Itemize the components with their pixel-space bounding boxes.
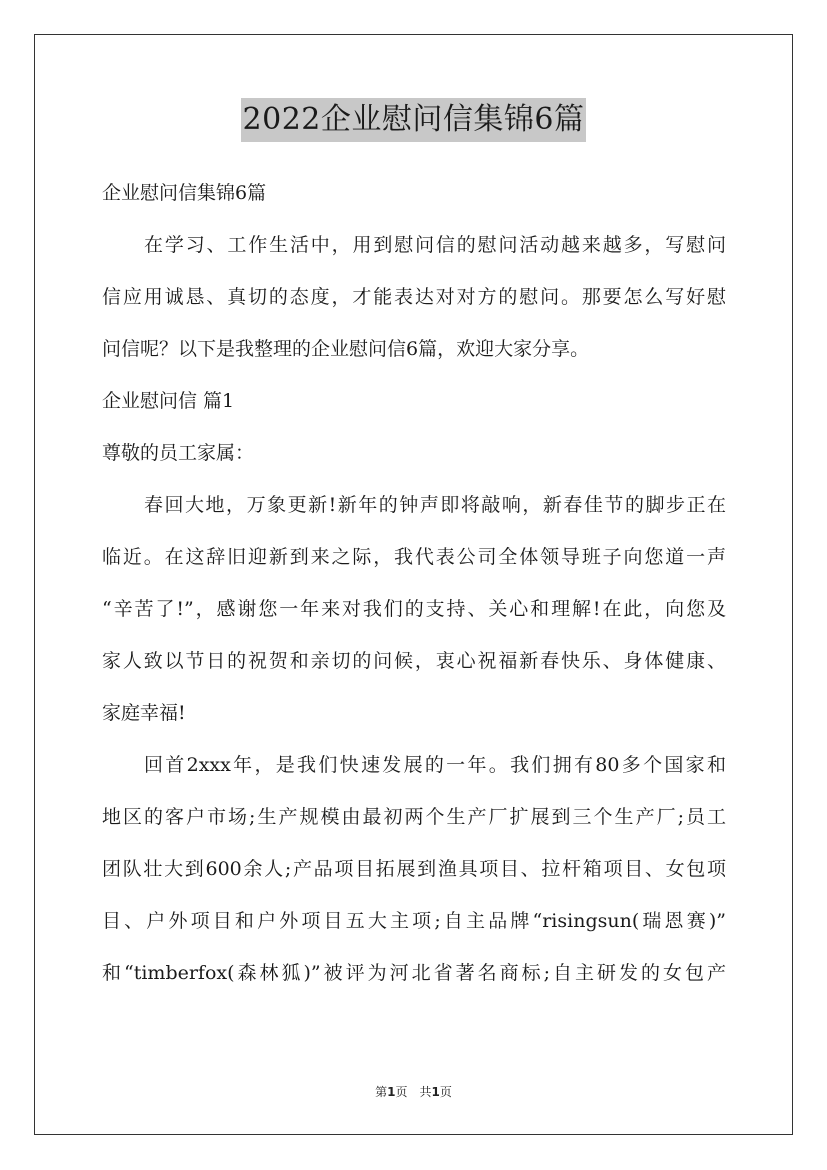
text-line: “辛苦了!”，感谢您一年来对我们的支持、关心和理解!在此，向您及 [102,598,726,620]
text-line: 家人致以节日的祝贺和亲切的问候，衷心祝福新春快乐、身体健康、 [102,650,726,672]
footer-mid: 页 共 [395,1085,432,1099]
text-line: 目、户外项目和户外项目五大主项;自主品牌“risingsun(瑞恩赛)” [102,910,726,932]
text-line: 信应用诚恳、真切的态度，才能表达对对方的慰问。那要怎么写好慰 [102,286,726,308]
text-line: 临近。在这辞旧迎新到来之际，我代表公司全体领导班子向您道一声 [102,546,726,568]
title-wrap [0,98,827,142]
text-line: 团队壮大到600余人;产品项目拓展到渔具项目、拉杆箱项目、女包项 [102,858,726,880]
footer-prefix: 第 [375,1085,388,1099]
page-footer [0,1083,827,1100]
text-line: 企业慰问信集锦6篇 [102,182,267,204]
text-line: 春回大地，万象更新!新年的钟声即将敲响，新春佳节的脚步正在 [144,494,726,516]
footer-page-current: 1 [387,1085,396,1099]
document-title: 2022企业慰问信集锦6篇 [241,98,587,142]
text-line: 问信呢？以下是我整理的企业慰问信6篇，欢迎大家分享。 [102,338,590,360]
text-line: 和“timberfox(森林狐)”被评为河北省著名商标;自主研发的女包产 [102,962,726,984]
text-line: 回首2xxx年，是我们快速发展的一年。我们拥有80多个国家和 [144,754,726,776]
document-body [102,176,726,1008]
text-line: 在学习、工作生活中，用到慰问信的慰问活动越来越多，写慰问 [144,234,726,256]
text-line: 地区的客户市场;生产规模由最初两个生产厂扩展到三个生产厂;员工 [102,806,726,828]
text-line: 企业慰问信 篇1 [102,390,235,412]
text-line: 家庭幸福! [102,702,186,724]
footer-page-total: 1 [431,1085,440,1099]
footer-suffix: 页 [439,1085,452,1099]
text-line: 尊敬的员工家属： [102,442,255,464]
